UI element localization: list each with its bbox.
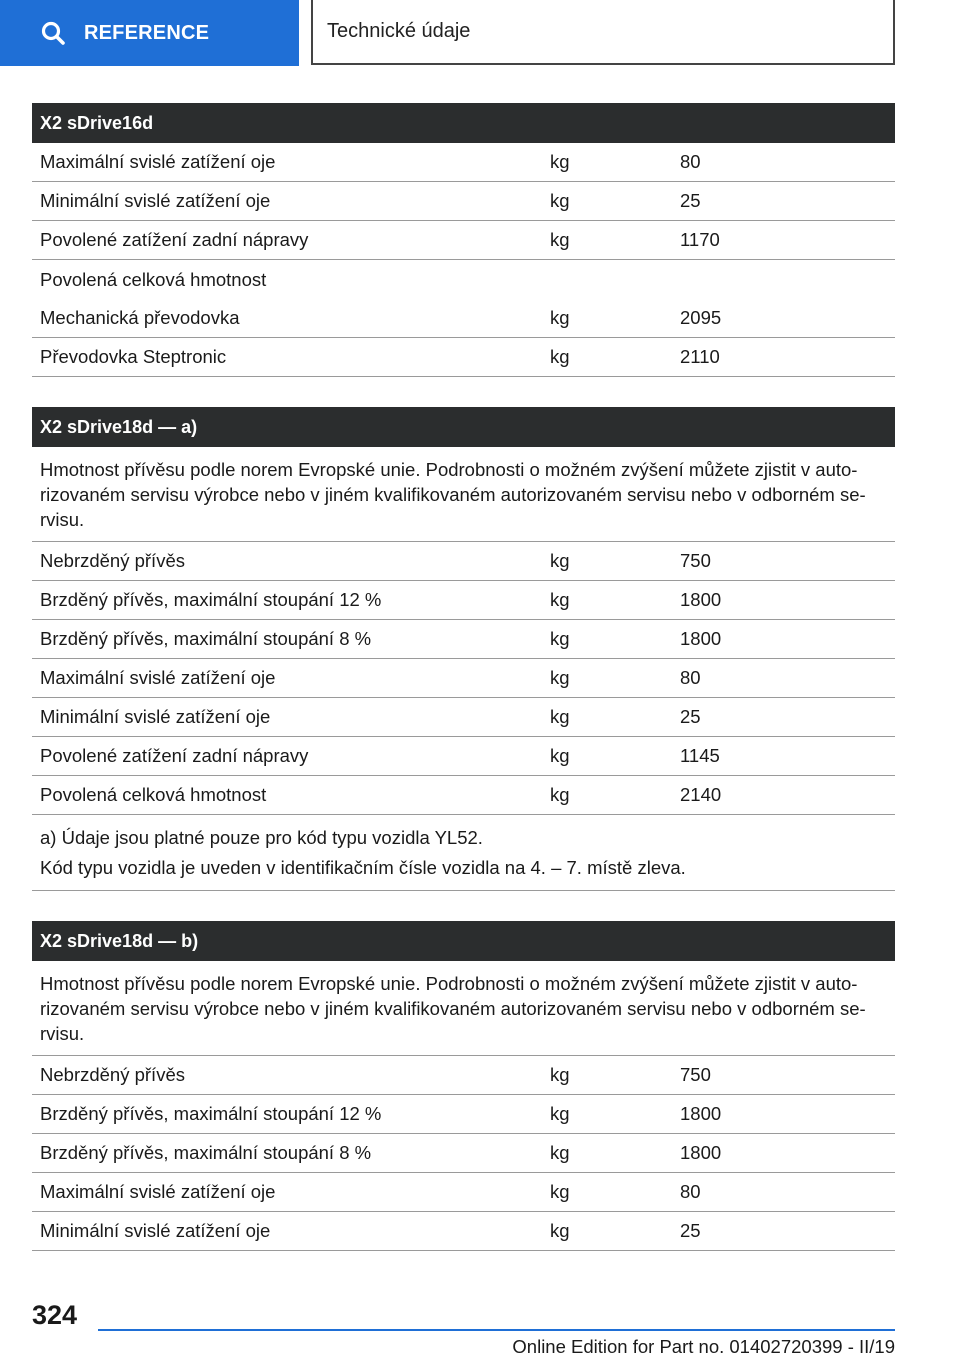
search-icon — [40, 20, 66, 46]
reference-tab[interactable] — [0, 0, 299, 66]
cell-unit: kg — [550, 229, 570, 250]
cell-value: 1145 — [680, 745, 720, 766]
cell-label: Mechanická převodovka — [40, 307, 240, 328]
cell-label: Nebrzděný přívěs — [40, 1064, 185, 1085]
cell-unit: kg — [550, 550, 570, 571]
table-row — [32, 1212, 895, 1251]
table-row — [32, 581, 895, 620]
footnote: Kód typu vozidla je uveden v identifikačním čísle vozidla na 4. – 7. místě zleva. — [40, 857, 686, 878]
spec-section — [32, 103, 895, 377]
cell-unit: kg — [550, 706, 570, 727]
cell-label: Minimální svislé zatížení oje — [40, 190, 271, 211]
cell-label: Maximální svislé zatížení oje — [40, 667, 276, 688]
table-row — [32, 1173, 895, 1212]
cell-unit: kg — [550, 1103, 570, 1124]
footnotes — [32, 815, 895, 891]
cell-unit: kg — [550, 784, 570, 805]
cell-label: Maximální svislé zatížení oje — [40, 1181, 276, 1202]
cell-label: Brzděný přívěs, maximální stoupání 8 % — [40, 628, 372, 649]
cell-label: Povolená celková hmotnost — [40, 268, 267, 290]
table-row — [32, 698, 895, 737]
page-number: 324 — [32, 1300, 78, 1330]
spec-content — [32, 103, 895, 1281]
cell-label: Povolená celková hmotnost — [40, 784, 267, 805]
cell-unit: kg — [550, 745, 570, 766]
page-header — [0, 0, 960, 66]
section-heading: X2 sDrive18d — a) — [32, 407, 895, 447]
cell-unit: kg — [550, 589, 570, 610]
cell-value: 750 — [680, 550, 711, 571]
section-intro: Hmotnost přívěsu podle norem Evropské unie. Podrobnosti o možném zvýšení můžete zjistit v auto-rizovaném servisu výrobce nebo v jiném kvalifikovaném autorizovaném servisu nebo v odborném se-rvisu. — [32, 447, 895, 542]
cell-label: Minimální svislé zatížení oje — [40, 706, 271, 727]
table-row — [32, 143, 895, 182]
cell-unit: kg — [550, 1181, 570, 1202]
table-row — [32, 1134, 895, 1173]
cell-unit: kg — [550, 1142, 570, 1163]
section-intro: Hmotnost přívěsu podle norem Evropské unie. Podrobnosti o možném zvýšení můžete zjistit v auto-rizovaném servisu výrobce nebo v jiném kvalifikovaném autorizovaném servisu nebo v odborném se-rvisu. — [32, 961, 895, 1056]
cell-value: 750 — [680, 1064, 711, 1085]
cell-value: 80 — [680, 151, 701, 172]
cell-label: Povolené zatížení zadní nápravy — [40, 745, 309, 766]
cell-unit: kg — [550, 346, 570, 367]
cell-value: 2095 — [680, 307, 722, 328]
cell-unit: kg — [550, 628, 570, 649]
cell-label: Maximální svislé zatížení oje — [40, 151, 276, 172]
cell-value: 2110 — [680, 346, 720, 367]
table-row — [32, 1056, 895, 1095]
cell-value: 25 — [680, 1220, 701, 1241]
section-heading: X2 sDrive16d — [32, 103, 895, 143]
cell-label: Brzděný přívěs, maximální stoupání 12 % — [40, 1103, 382, 1124]
table-row — [32, 1095, 895, 1134]
table-row — [32, 542, 895, 581]
table-row — [32, 776, 895, 815]
cell-value: 1170 — [680, 229, 720, 250]
cell-unit: kg — [550, 667, 570, 688]
cell-value: 1800 — [680, 589, 722, 610]
table-row — [32, 182, 895, 221]
footnote: a) Údaje jsou platné pouze pro kód typu vozidla YL52. — [40, 827, 483, 848]
reference-label: REFERENCE — [84, 21, 210, 44]
cell-value: 80 — [680, 667, 701, 688]
cell-unit: kg — [550, 1064, 570, 1085]
cell-label: Převodovka Steptronic — [40, 346, 227, 367]
chapter-title: Technické údaje — [311, 0, 895, 65]
cell-unit: kg — [550, 307, 570, 328]
cell-label: Minimální svislé zatížení oje — [40, 1220, 271, 1241]
cell-value: 25 — [680, 706, 701, 727]
cell-label: Brzděný přívěs, maximální stoupání 8 % — [40, 1142, 372, 1163]
cell-value: 80 — [680, 1181, 701, 1202]
cell-label: Povolené zatížení zadní nápravy — [40, 229, 309, 250]
table-row — [32, 737, 895, 776]
cell-value: 2140 — [680, 784, 722, 805]
cell-label: Nebrzděný přívěs — [40, 550, 185, 571]
cell-unit: kg — [550, 190, 570, 211]
cell-unit: kg — [550, 151, 570, 172]
table-row — [32, 659, 895, 698]
table-row — [32, 260, 895, 299]
section-heading: X2 sDrive18d — b) — [32, 921, 895, 961]
spec-section — [32, 407, 895, 891]
table-row — [32, 620, 895, 659]
edition-note: Online Edition for Part no. 01402720399 - II/19 — [512, 1336, 895, 1357]
cell-label: Brzděný přívěs, maximální stoupání 12 % — [40, 589, 382, 610]
cell-value: 1800 — [680, 628, 722, 649]
spec-section — [32, 921, 895, 1251]
cell-value: 1800 — [680, 1103, 722, 1124]
table-row — [32, 338, 895, 377]
cell-value: 1800 — [680, 1142, 722, 1163]
cell-unit: kg — [550, 1220, 570, 1241]
cell-value: 25 — [680, 190, 701, 211]
footer-divider — [98, 1329, 895, 1331]
table-row — [32, 221, 895, 260]
table-row — [32, 299, 895, 338]
